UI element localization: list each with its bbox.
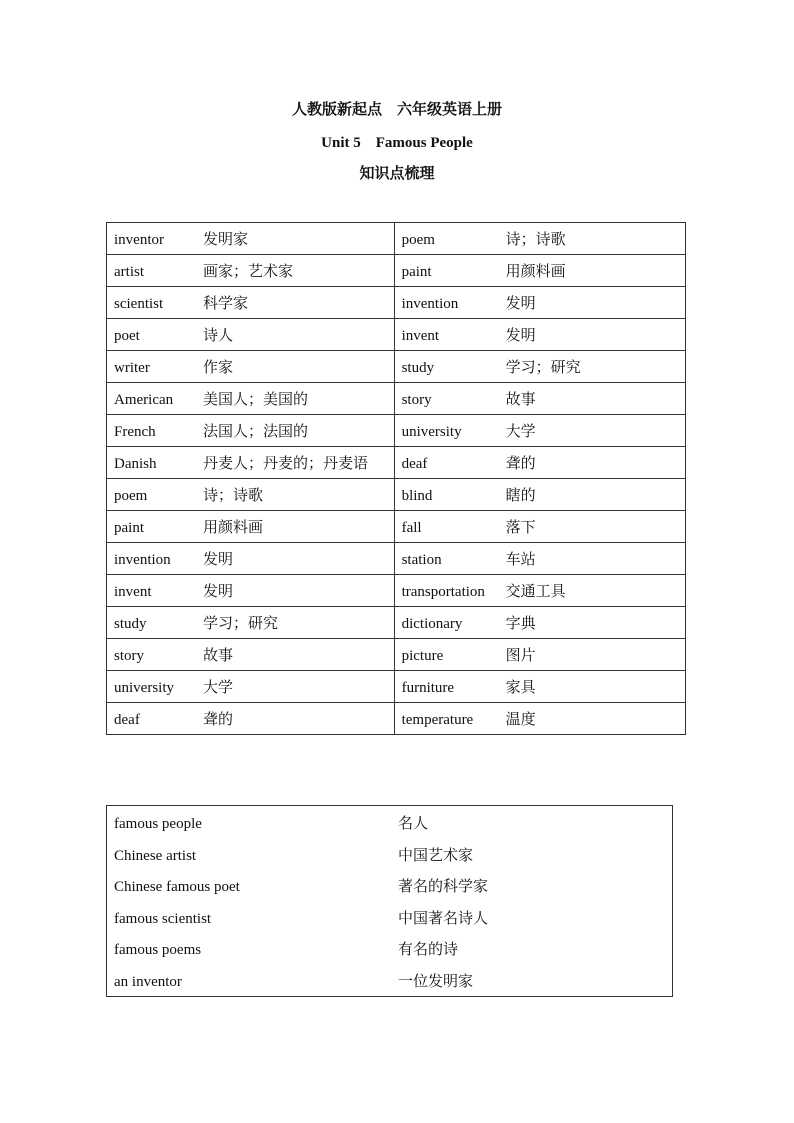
table-cell [394,671,685,703]
table-row [107,383,686,415]
chinese-meaning: 车站 [505,552,536,568]
chinese-meaning: 诗；诗歌 [505,232,566,248]
table-row [107,319,686,351]
english-word: poem [401,232,435,248]
english-word: American [114,392,174,408]
english-word: deaf [114,712,140,728]
table-cell [394,351,685,383]
english-word: French [114,424,156,440]
table-cell [107,351,395,383]
chinese-meaning: 字典 [505,616,536,632]
table-cell [394,447,685,479]
table-cell [394,415,685,447]
chinese-meaning: 瞎的 [505,488,536,504]
table-cell [394,383,685,415]
english-phrase: famous scientist [114,911,212,927]
english-word: poet [114,328,140,344]
table-cell [394,543,685,575]
chinese-meaning: 作家 [203,360,234,376]
table-row [107,447,686,479]
table-cell [107,287,395,319]
table-row [107,607,686,639]
table-cell [107,607,395,639]
table-cell [107,255,395,287]
chinese-meaning: 大学 [203,680,234,696]
unit-title: Unit 5 Famous People [321,135,473,151]
english-word: deaf [401,456,428,472]
english-word: writer [114,360,150,376]
english-word: invention [114,552,171,568]
table-row [107,703,686,735]
table-cell [107,447,395,479]
chinese-phrase: 中国艺术家 [398,848,474,864]
chinese-meaning: 法国人；法国的 [203,424,309,440]
table-cell [107,639,395,671]
chinese-meaning: 聋的 [203,712,234,728]
chinese-meaning: 落下 [505,520,536,536]
chinese-phrase: 中国著名诗人 [398,911,489,927]
chinese-meaning: 发明 [203,552,234,568]
english-word: study [114,616,147,632]
english-word: invention [401,296,459,312]
chinese-meaning: 诗；诗歌 [203,488,264,504]
english-word: paint [114,520,144,536]
table-cell [394,319,685,351]
english-word: dictionary [401,616,463,632]
english-word: scientist [114,296,164,312]
english-word: transportation [401,584,485,600]
english-word: invent [401,328,440,344]
table-cell [394,575,685,607]
table-row [107,415,686,447]
chinese-meaning: 家具 [505,680,536,696]
table-cell [394,223,685,255]
english-word: furniture [401,680,455,696]
table-cell [394,607,685,639]
english-word: invent [114,584,152,600]
english-word: blind [401,488,433,504]
phrases-table [106,805,673,997]
table-cell [107,671,395,703]
table-row [107,639,686,671]
chinese-meaning: 诗人 [203,328,234,344]
table-cell [394,479,685,511]
chinese-meaning: 科学家 [203,296,249,312]
table-cell [107,223,395,255]
table-cell [394,287,685,319]
section-title: 知识点梳理 [359,166,435,182]
table-row [107,511,686,543]
english-word: inventor [114,232,164,248]
chinese-meaning: 用颜料画 [203,520,264,536]
chinese-meaning: 学习；研究 [505,360,581,376]
chinese-meaning: 故事 [203,648,234,664]
chinese-meaning: 聋的 [505,456,536,472]
table-row [107,479,686,511]
table-row [107,287,686,319]
chinese-phrase: 有名的诗 [398,942,459,958]
chinese-meaning: 发明 [505,296,536,312]
english-phrase: famous poems [114,942,202,958]
chinese-phrase: 著名的科学家 [398,879,489,895]
chinese-meaning: 发明 [505,328,536,344]
vocabulary-table [106,222,686,735]
chinese-meaning: 画家；艺术家 [203,264,294,280]
chinese-meaning: 发明 [203,584,234,600]
table-cell [107,543,395,575]
chinese-meaning: 交通工具 [505,584,566,600]
table-row [107,543,686,575]
english-phrase: famous people [114,816,202,832]
chinese-meaning: 美国人；美国的 [203,392,309,408]
english-phrase: Chinese famous poet [114,879,240,895]
table-cell [107,479,395,511]
table-cell [107,415,395,447]
document-title: 人教版新起点 六年级英语上册 [291,102,502,118]
english-word: station [401,552,442,568]
english-word: paint [401,264,432,280]
table-cell [107,703,395,735]
chinese-meaning: 故事 [505,392,536,408]
chinese-meaning: 发明家 [203,232,249,248]
chinese-phrase: 一位发明家 [398,974,474,990]
english-word: story [401,392,432,408]
table-row [107,255,686,287]
english-word: fall [401,520,422,536]
english-word: Danish [114,456,157,472]
english-word: university [401,424,462,440]
chinese-meaning: 温度 [505,712,536,728]
table-row [107,575,686,607]
english-word: temperature [401,712,474,728]
english-word: university [114,680,174,696]
table-row [107,671,686,703]
table-cell [394,639,685,671]
english-word: story [114,648,144,664]
table-row [107,351,686,383]
chinese-meaning: 用颜料画 [505,264,566,280]
english-phrase: Chinese artist [114,848,197,864]
chinese-meaning: 图片 [505,648,536,664]
english-word: picture [401,648,444,664]
table-cell [107,383,395,415]
english-word: poem [114,488,148,504]
chinese-meaning: 丹麦人；丹麦的；丹麦语 [203,456,369,472]
english-phrase: an inventor [114,974,182,990]
english-word: artist [114,264,144,280]
table-cell [107,319,395,351]
table-cell [394,255,685,287]
table-row [107,223,686,255]
table-cell [394,703,685,735]
table-cell [394,511,685,543]
chinese-meaning: 大学 [505,424,536,440]
table-cell [107,575,395,607]
chinese-phrase: 名人 [398,816,429,832]
chinese-meaning: 学习；研究 [203,616,279,632]
english-word: study [401,360,435,376]
table-cell [107,511,395,543]
